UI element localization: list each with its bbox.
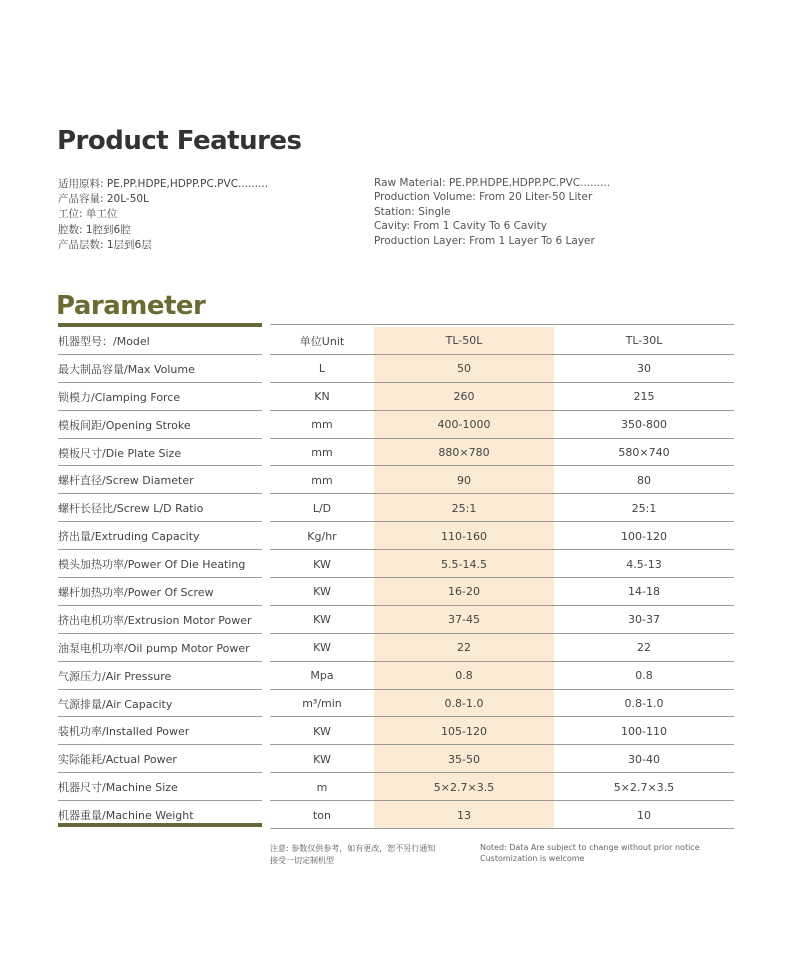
param-unit: ton (312, 808, 331, 822)
param-value-model-1: 25:1 (374, 494, 554, 522)
param-value-model-1: 260 (374, 383, 554, 411)
table-row (58, 522, 734, 550)
param-value-model-2: 100-120 (621, 529, 667, 543)
param-label: 气源压力/Air Pressure (58, 669, 172, 683)
param-value-model-1: 400-1000 (374, 411, 554, 439)
feature-line: Raw Material: PE.PP.HDPE,HDPP.PC.PVC......... (374, 177, 611, 189)
features-chinese (58, 177, 268, 253)
header-model-2: TL-30L (625, 334, 663, 348)
param-value-model-1: 105-120 (374, 717, 554, 745)
param-value-model-1: 16-20 (374, 578, 554, 606)
table-row (58, 466, 734, 494)
param-value-model-2: 30-40 (628, 752, 660, 766)
features-english (374, 176, 610, 248)
header-unit: 单位Unit (299, 334, 345, 348)
param-value-model-1: 110-160 (374, 522, 554, 550)
note-line: Noted: Data Are subject to change without prior notice (480, 843, 700, 852)
param-value-model-1: 22 (374, 634, 554, 662)
param-label: 模头加热功率/Power Of Die Heating (58, 558, 246, 572)
table-row (58, 745, 734, 773)
param-unit: KW (313, 613, 331, 627)
feature-line: 适用原料: PE.PP.HDPE,HDPP.PC.PVC......... (58, 178, 269, 190)
param-unit: Mpa (310, 669, 334, 683)
param-value-model-2: 350-800 (621, 418, 667, 432)
param-label: 锁模力/Clamping Force (58, 390, 181, 404)
feature-line: 工位: 单工位 (58, 208, 118, 221)
product-features-title: Product Features (57, 126, 302, 156)
param-value-model-2: 0.8 (635, 669, 653, 683)
table-row (58, 773, 734, 801)
table-row (58, 578, 734, 606)
param-value-model-2: 14-18 (628, 585, 660, 599)
feature-line: 产品层数: 1层到6层 (58, 238, 152, 251)
feature-line: 腔数: 1腔到6腔 (58, 223, 131, 236)
param-unit: KW (313, 752, 331, 766)
table-top-rule (270, 324, 734, 325)
feature-line: Production Volume: From 20 Liter-50 Liter (374, 191, 593, 204)
table-row (58, 662, 734, 690)
param-unit: m (316, 780, 328, 794)
table-header-row (58, 327, 734, 355)
param-unit: L/D (312, 501, 332, 515)
table-row (58, 606, 734, 634)
table-row (58, 634, 734, 662)
param-unit: KN (314, 390, 330, 404)
param-value-model-1: 0.8 (374, 662, 554, 690)
param-value-model-2: 4.5-13 (626, 557, 662, 571)
param-value-model-2: 25:1 (631, 501, 657, 515)
param-label: 机器尺寸/Machine Size (58, 781, 178, 795)
param-unit: KW (313, 641, 331, 655)
note-chinese (270, 843, 435, 866)
param-unit: KW (313, 724, 331, 738)
table-row (58, 690, 734, 718)
param-value-model-2: 80 (637, 473, 651, 487)
param-value-model-2: 5×2.7×3.5 (613, 780, 675, 794)
param-label: 螺杆直径/Screw Diameter (58, 474, 194, 488)
table-row (58, 411, 734, 439)
param-value-model-2: 100-110 (621, 724, 667, 738)
param-value-model-2: 580×740 (618, 446, 670, 459)
note-line: 注意: 参数仅供参考，如有更改，恕不另行通知 (270, 844, 436, 853)
parameter-title: Parameter (56, 291, 206, 321)
param-label: 模板间距/Opening Stroke (58, 418, 191, 432)
param-value-model-1: 35-50 (374, 745, 554, 773)
header-model-label: 机器型号：/Model (58, 334, 150, 348)
header-model-1: TL-50L (374, 327, 554, 355)
param-value-model-2: 22 (637, 641, 651, 655)
param-value-model-1: 37-45 (374, 606, 554, 634)
param-label: 模板尺寸/Die Plate Size (58, 446, 182, 460)
param-label: 油泵电机功率/Oil pump Motor Power (58, 641, 250, 655)
feature-line: Production Layer: From 1 Layer To 6 Layer (374, 234, 595, 247)
note-line: Customization is welcome (480, 854, 585, 863)
note-english (480, 842, 700, 864)
param-unit: mm (311, 418, 333, 432)
parameter-table (58, 327, 734, 829)
param-unit: mm (311, 473, 333, 487)
table-row (58, 383, 734, 411)
table-row (58, 355, 734, 383)
param-value-model-2: 30-37 (628, 613, 660, 627)
param-unit: KW (313, 557, 331, 571)
feature-line: Station: Single (374, 205, 451, 218)
param-unit: Kg/hr (307, 529, 337, 543)
param-value-model-1: 90 (374, 466, 554, 494)
param-value-model-1: 50 (374, 355, 554, 383)
param-value-model-1: 880×780 (374, 439, 554, 467)
param-label: 最大制品容量/Max Volume (58, 362, 195, 376)
param-value-model-1: 0.8-1.0 (374, 690, 554, 718)
param-label: 螺杆长径比/Screw L/D Ratio (58, 502, 204, 516)
param-value-model-2: 215 (633, 390, 655, 404)
param-label: 气源排量/Air Capacity (58, 697, 173, 711)
parameter-bottom-bar (58, 823, 262, 827)
param-value-model-2: 30 (637, 362, 651, 376)
param-unit: mm (311, 446, 333, 459)
param-unit: L (318, 362, 326, 376)
param-label: 挤出量/Extruding Capacity (58, 530, 200, 544)
feature-line: 产品容量: 20L-50L (58, 193, 149, 206)
table-row (58, 494, 734, 522)
param-value-model-1: 5.5-14.5 (374, 550, 554, 578)
param-label: 挤出电机功率/Extrusion Motor Power (58, 613, 252, 627)
param-unit: KW (313, 585, 331, 599)
param-label: 螺杆加热功率/Power Of Screw (58, 585, 214, 599)
param-value-model-1: 5×2.7×3.5 (374, 773, 554, 801)
feature-line: Cavity: From 1 Cavity To 6 Cavity (374, 220, 547, 233)
table-row (58, 717, 734, 745)
param-label: 实际能耗/Actual Power (58, 753, 177, 767)
table-row (58, 439, 734, 467)
note-line: 接受一切定制机型 (270, 855, 334, 865)
param-unit: m³/min (302, 697, 342, 711)
row-rule (270, 828, 734, 829)
param-value-model-1: 13 (374, 801, 554, 829)
param-label: 机器重量/Machine Weight (58, 809, 194, 823)
param-value-model-2: 0.8-1.0 (624, 697, 664, 711)
table-row (58, 550, 734, 578)
param-value-model-2: 10 (637, 808, 651, 822)
param-label: 装机功率/Installed Power (58, 725, 190, 739)
